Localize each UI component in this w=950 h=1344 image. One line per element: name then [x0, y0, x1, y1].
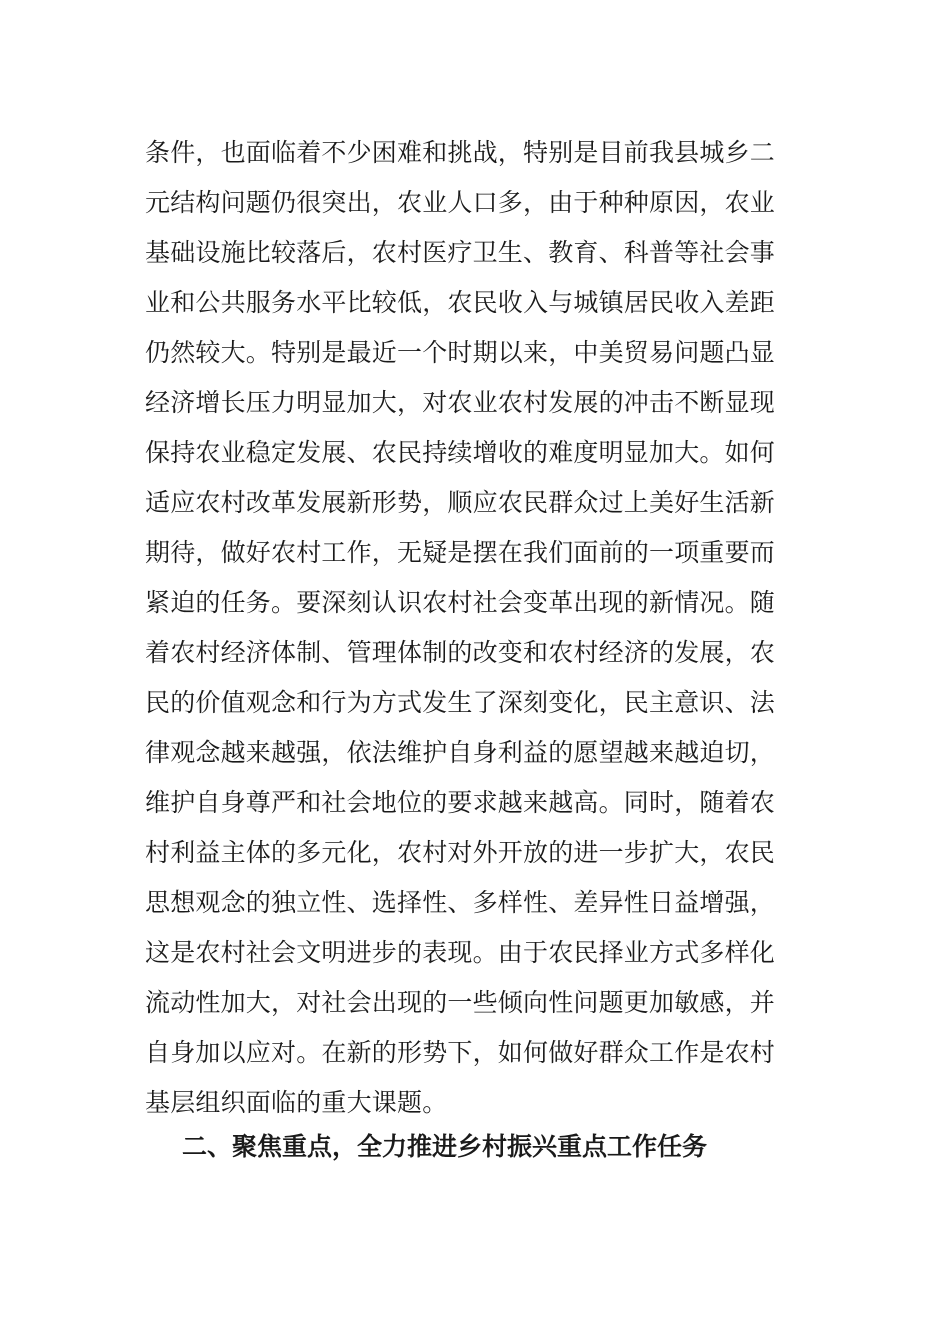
- text-line: 自身加以应对。在新的形势下，如何做好群众工作是农村: [145, 1038, 776, 1067]
- text-line: 期待，做好农村工作，无疑是摆在我们面前的一项重要而: [145, 538, 776, 567]
- text-line: 这是农村社会文明进步的表现。由于农民择业方式多样化: [145, 938, 776, 967]
- text-line: 仍然较大。特别是最近一个时期以来，中美贸易问题凸显: [145, 338, 776, 367]
- text-line: 思想观念的独立性、选择性、多样性、差异性日益增强，: [145, 888, 776, 917]
- text-line: 紧迫的任务。要深刻认识农村社会变革出现的新情况。随: [145, 588, 776, 617]
- text-line: 民的价值观念和行为方式发生了深刻变化，民主意识、法: [145, 688, 776, 717]
- body-paragraph: [145, 128, 809, 1128]
- text-line: 业和公共服务水平比较低，农民收入与城镇居民收入差距: [145, 288, 776, 317]
- text-line: 适应农村改革发展新形势，顺应农民群众过上美好生活新: [145, 488, 776, 517]
- text-line: 条件，也面临着不少困难和挑战，特别是目前我县城乡二: [145, 138, 776, 167]
- text-line: 经济增长压力明显加大，对农业农村发展的冲击不断显现: [145, 388, 776, 417]
- text-line: 保持农业稳定发展、农民持续增收的难度明显加大。如何: [145, 438, 776, 467]
- text-line: 律观念越来越强，依法维护自身利益的愿望越来越迫切，: [145, 738, 776, 767]
- text-line: 流动性加大，对社会出现的一些倾向性问题更加敏感，并: [145, 988, 776, 1017]
- text-line: 基础设施比较落后，农村医疗卫生、教育、科普等社会事: [145, 238, 776, 267]
- text-line: 基层组织面临的重大课题。: [145, 1088, 448, 1117]
- text-line: 村利益主体的多元化，农村对外开放的进一步扩大，农民: [145, 838, 776, 867]
- text-line: 元结构问题仍很突出，农业人口多，由于种种原因，农业: [145, 188, 776, 217]
- text-line: 着农村经济体制、管理体制的改变和农村经济的发展，农: [145, 638, 776, 667]
- section-heading: 二、聚焦重点，全力推进乡村振兴重点工作任务: [182, 1132, 708, 1161]
- text-line: 维护自身尊严和社会地位的要求越来越高。同时，随着农: [145, 788, 776, 817]
